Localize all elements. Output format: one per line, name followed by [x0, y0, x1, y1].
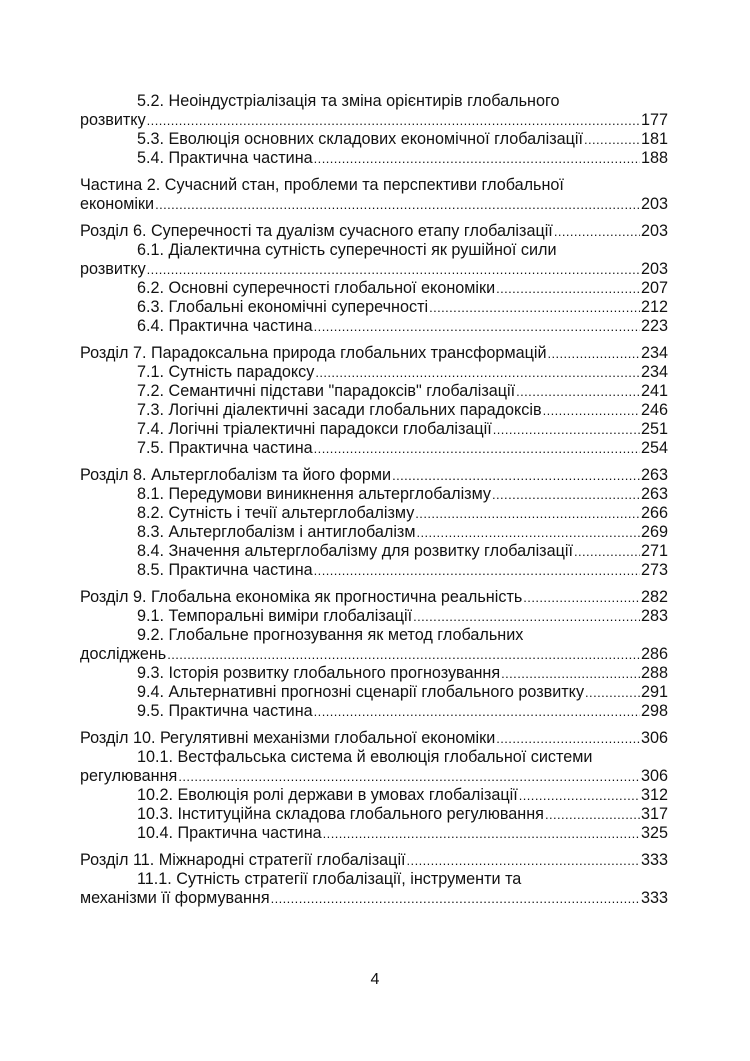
dot-leader — [178, 767, 640, 786]
toc-section-entry[interactable] — [80, 279, 668, 298]
dot-leader — [314, 317, 640, 336]
dot-leader — [413, 607, 640, 626]
dot-leader — [167, 645, 640, 664]
toc-entry-line — [80, 298, 668, 317]
toc-section-entry[interactable] — [80, 626, 668, 664]
toc-page-number: 291 — [640, 683, 668, 701]
toc-section-entry[interactable] — [80, 523, 668, 542]
toc-page-number: 188 — [640, 149, 668, 167]
toc-entry-title: Розділ 7. Парадоксальна природа глобальних трансформацій — [80, 344, 547, 362]
toc-entry-line — [80, 504, 668, 523]
dot-leader — [323, 824, 640, 843]
toc-chapter-entry[interactable] — [80, 344, 668, 363]
toc-entry-line — [80, 729, 668, 748]
toc-entry-title: 6.2. Основні суперечності глобальної економіки — [137, 279, 496, 297]
toc-entry-title: 10.1. Вестфальська система й еволюція глобальної системи — [137, 748, 593, 766]
dot-leader — [554, 222, 640, 241]
toc-entry-line — [80, 279, 668, 298]
toc-entry-line — [80, 439, 668, 458]
toc-entry-leader-line — [80, 195, 668, 214]
toc-entry-title-line — [80, 748, 668, 767]
toc-page-number: 207 — [640, 279, 668, 297]
dot-leader — [147, 111, 640, 130]
toc-page-number: 181 — [640, 130, 668, 148]
toc-entry-title: 7.3. Логічні діалектичні засади глобальних парадоксів — [137, 401, 542, 419]
toc-entry-leader-line — [80, 889, 668, 908]
dot-leader — [415, 504, 640, 523]
dot-leader — [416, 523, 640, 542]
toc-entry-title: 7.4. Логічні тріалектичні парадокси глобалізації — [137, 420, 492, 438]
toc-entry-line — [80, 344, 668, 363]
toc-page-number: 306 — [640, 729, 668, 747]
toc-entry-line — [80, 485, 668, 504]
dot-leader — [585, 683, 640, 702]
dot-leader — [584, 130, 640, 149]
toc-section-entry[interactable] — [80, 439, 668, 458]
dot-leader — [314, 439, 640, 458]
dot-leader — [392, 466, 640, 485]
toc-entry-title: 8.1. Передумови виникнення альтерглобалізму — [137, 485, 492, 503]
toc-section-entry[interactable] — [80, 363, 668, 382]
toc-section-entry[interactable] — [80, 382, 668, 401]
toc-entry-title: 8.5. Практична частина — [137, 561, 313, 579]
toc-entry-line — [80, 523, 668, 542]
toc-section-entry[interactable] — [80, 298, 668, 317]
toc-entry-line — [80, 851, 668, 870]
toc-page-number: 282 — [640, 588, 668, 606]
toc-entry-title-continued: розвитку — [80, 260, 146, 278]
toc-entry-line — [80, 664, 668, 683]
dot-leader — [492, 485, 640, 504]
dot-leader — [547, 344, 640, 363]
toc-chapter-entry[interactable] — [80, 222, 668, 241]
toc-page-number: 283 — [640, 607, 668, 625]
toc-entry-leader-line — [80, 260, 668, 279]
toc-page-number: 246 — [640, 401, 668, 419]
toc-entry-line — [80, 382, 668, 401]
toc-page-number: 241 — [640, 382, 668, 400]
dot-leader — [147, 260, 640, 279]
toc-entry-title: 10.4. Практична частина — [137, 824, 322, 842]
toc-chapter-entry[interactable] — [80, 729, 668, 748]
toc-section-entry[interactable] — [80, 401, 668, 420]
dot-leader — [314, 561, 640, 580]
toc-entry-title: 7.5. Практична частина — [137, 439, 313, 457]
toc-page-number: 333 — [640, 889, 668, 907]
dot-leader — [574, 542, 640, 561]
toc-entry-title: 9.3. Історія розвитку глобального прогнозування — [137, 664, 501, 682]
toc-section-entry[interactable] — [80, 504, 668, 523]
toc-section-entry[interactable] — [80, 420, 668, 439]
toc-entry-line — [80, 588, 668, 607]
toc-entry-title-line — [80, 870, 668, 889]
toc-entry-line — [80, 149, 668, 168]
toc-entry-title: 9.2. Глобальне прогнозування як метод глобальних — [137, 626, 524, 644]
toc-section-entry[interactable] — [80, 702, 668, 721]
dot-leader — [523, 588, 640, 607]
toc-entry-title: 10.3. Інституційна складова глобального регулювання — [137, 805, 544, 823]
toc-page-number: 203 — [640, 260, 668, 278]
toc-page-number: 234 — [640, 344, 668, 362]
toc-section-entry[interactable] — [80, 317, 668, 336]
toc-page-number: 266 — [640, 504, 668, 522]
toc-entry-title: 11.1. Сутність стратегії глобалізації, інструменти та — [137, 870, 522, 888]
toc-entry-title-continued: механізми її формування — [80, 889, 270, 907]
dot-leader — [315, 363, 640, 382]
dot-leader — [496, 729, 640, 748]
toc-section-entry[interactable] — [80, 607, 668, 626]
toc-entry-title-line — [80, 92, 668, 111]
toc-entry-title-line — [80, 176, 668, 195]
toc-entry-title: 5.4. Практична частина — [137, 149, 313, 167]
toc-page-number: 177 — [640, 111, 668, 129]
toc-section-entry[interactable] — [80, 542, 668, 561]
toc-section-entry[interactable] — [80, 149, 668, 168]
toc-entry-leader-line — [80, 767, 668, 786]
toc-entry-line — [80, 561, 668, 580]
toc-entry-line — [80, 607, 668, 626]
toc-entry-title: Розділ 8. Альтерглобалізм та його форми — [80, 466, 392, 484]
toc-entry-title: Розділ 9. Глобальна економіка як прогностична реальність — [80, 588, 523, 606]
toc-section-entry[interactable] — [80, 561, 668, 580]
toc-entry-leader-line — [80, 111, 668, 130]
toc-entry-title: 8.2. Сутність і течії альтерглобалізму — [137, 504, 415, 522]
toc-section-entry[interactable] — [80, 748, 668, 786]
dot-leader — [314, 149, 640, 168]
toc-page-number: 286 — [640, 645, 668, 663]
dot-leader — [543, 401, 640, 420]
toc-section-entry[interactable] — [80, 870, 668, 908]
toc-entry-title: 6.1. Діалектична сутність суперечності як рушійної сили — [137, 241, 557, 259]
toc-entry-title-continued: досліджень — [80, 645, 167, 663]
toc-chapter-entry[interactable] — [80, 466, 668, 485]
toc-entry-title: 5.3. Еволюція основних складових економічної глобалізації — [137, 130, 583, 148]
dot-leader — [519, 786, 640, 805]
page-number: 4 — [370, 971, 380, 988]
toc-entry-title: 6.4. Практична частина — [137, 317, 313, 335]
toc-chapter-entry[interactable] — [80, 588, 668, 607]
toc-entry-line — [80, 401, 668, 420]
toc-entry-title: 9.1. Темпоральні виміри глобалізації — [137, 607, 413, 625]
toc-entry-leader-line — [80, 645, 668, 664]
toc-section-entry[interactable] — [80, 683, 668, 702]
toc-entry-line — [80, 363, 668, 382]
dot-leader — [496, 279, 640, 298]
toc-page-number: 251 — [640, 420, 668, 438]
toc-page-number: 271 — [640, 542, 668, 560]
toc-section-entry[interactable] — [80, 824, 668, 843]
toc-page-number: 254 — [640, 439, 668, 457]
toc-entry-line — [80, 683, 668, 702]
toc-entry-title: 8.4. Значення альтерглобалізму для розвитку глобалізації — [137, 542, 573, 560]
dot-leader — [407, 851, 640, 870]
toc-entry-line — [80, 130, 668, 149]
toc-page-number: 306 — [640, 767, 668, 785]
toc-entry-line — [80, 317, 668, 336]
dot-leader — [314, 702, 640, 721]
toc-page-number: 269 — [640, 523, 668, 541]
toc-page-number: 263 — [640, 485, 668, 503]
toc-chapter-entry[interactable] — [80, 176, 668, 214]
toc-page-number: 203 — [640, 222, 668, 240]
toc-page-number: 312 — [640, 786, 668, 804]
dot-leader — [271, 889, 640, 908]
toc-section-entry[interactable] — [80, 485, 668, 504]
toc-page-number: 203 — [640, 195, 668, 213]
toc-entry-title: Розділ 11. Міжнародні стратегії глобалізації — [80, 851, 406, 869]
toc-entry-title: 6.3. Глобальні економічні суперечності — [137, 298, 429, 316]
toc-entry-title-line — [80, 241, 668, 260]
toc-chapter-entry[interactable] — [80, 851, 668, 870]
dot-leader — [429, 298, 640, 317]
toc-entry-title: 7.2. Семантичні підстави "парадоксів" глобалізації — [137, 382, 516, 400]
toc-section-entry[interactable] — [80, 805, 668, 824]
toc-section-entry[interactable] — [80, 130, 668, 149]
toc-entry-title: Частина 2. Сучасний стан, проблеми та перспективи глобальної — [80, 176, 564, 194]
toc-entry-title: 5.2. Неоіндустріалізація та зміна орієнтирів глобального — [137, 92, 560, 110]
dot-leader — [493, 420, 640, 439]
toc-page-number: 317 — [640, 805, 668, 823]
dot-leader — [501, 664, 640, 683]
toc-page-number: 223 — [640, 317, 668, 335]
toc-page-number: 333 — [640, 851, 668, 869]
toc-page-number: 212 — [640, 298, 668, 316]
dot-leader — [545, 805, 640, 824]
toc-section-entry[interactable] — [80, 241, 668, 279]
dot-leader — [155, 195, 640, 214]
toc-entry-line — [80, 466, 668, 485]
toc-page-number: 273 — [640, 561, 668, 579]
toc-entry-title: 7.1. Сутність парадоксу — [137, 363, 315, 381]
toc-section-entry[interactable] — [80, 786, 668, 805]
toc-entry-title: Розділ 6. Суперечності та дуалізм сучасного етапу глобалізації — [80, 222, 553, 240]
toc-entry-title: 9.4. Альтернативні прогнозні сценарії глобального розвитку — [137, 683, 585, 701]
toc-entry-title: 8.3. Альтерглобалізм і антиглобалізм — [137, 523, 416, 541]
toc-entry-title: Розділ 10. Регулятивні механізми глобальної економіки — [80, 729, 496, 747]
toc-page-number: 234 — [640, 363, 668, 381]
toc-entry-line — [80, 786, 668, 805]
toc-entry-line — [80, 420, 668, 439]
toc-entry-line — [80, 542, 668, 561]
dot-leader — [516, 382, 640, 401]
toc-entry-title-continued: розвитку — [80, 111, 146, 129]
toc-entry-title: 10.2. Еволюція ролі держави в умовах глобалізації — [137, 786, 518, 804]
toc-page-number: 263 — [640, 466, 668, 484]
table-of-contents — [80, 92, 668, 908]
toc-entry-title: 9.5. Практична частина — [137, 702, 313, 720]
toc-page-number: 298 — [640, 702, 668, 720]
toc-page-number: 325 — [640, 824, 668, 842]
toc-entry-line — [80, 222, 668, 241]
toc-entry-title-continued: економіки — [80, 195, 155, 213]
toc-section-entry[interactable] — [80, 92, 668, 130]
toc-section-entry[interactable] — [80, 664, 668, 683]
toc-entry-title-line — [80, 626, 668, 645]
toc-entry-line — [80, 805, 668, 824]
toc-entry-line — [80, 824, 668, 843]
toc-entry-line — [80, 702, 668, 721]
toc-page-number: 288 — [640, 664, 668, 682]
toc-entry-title-continued: регулювання — [80, 767, 178, 785]
